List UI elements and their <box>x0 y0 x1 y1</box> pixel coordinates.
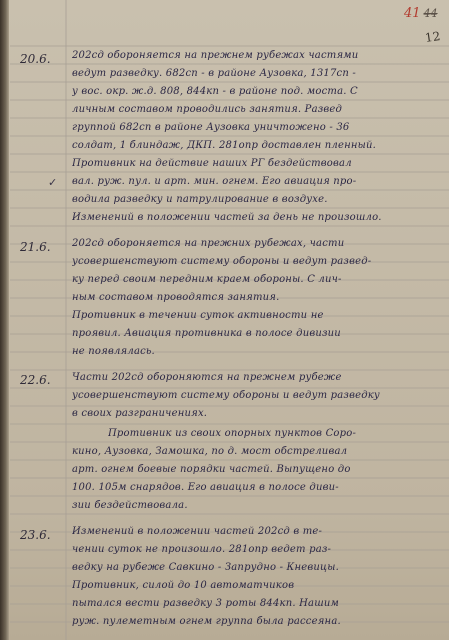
entry-line: ку перед своим передним краем обороны. С лич- <box>72 274 342 285</box>
entry-line: 202сд обороняется на прежних рубежах, части <box>72 238 345 249</box>
entry-line: зии бездействовала. <box>72 500 188 511</box>
entry-line: группой 682сп в районе Аузовка уничтожено - 36 <box>72 122 350 133</box>
entry-line: Части 202сд обороняются на прежнем рубеже <box>72 372 342 383</box>
entry-date: 23.6. <box>20 528 51 542</box>
old-page-number: 44 <box>423 7 438 20</box>
entry-line: кино, Аузовка, Замошка, по д. мост обстреливал <box>72 446 348 457</box>
sheet-mark: 12 <box>424 29 442 45</box>
entry-line: усовершенствуют систему обороны и ведут разведку <box>72 390 380 401</box>
page-number-stamp <box>404 6 438 21</box>
entry-date: 21.6. <box>20 240 51 254</box>
entry-line: усовершенствуют систему обороны и ведут развед- <box>72 256 372 267</box>
entry-line: арт. огнем боевые порядки частей. Выпущено до <box>72 464 351 475</box>
page-number: 41 <box>404 6 421 21</box>
entry-date: 22.6. <box>20 373 51 387</box>
entry-line: личным составом проводились занятия. Развед <box>72 104 343 115</box>
entry-line: Противник из своих опорных пунктов Соро- <box>108 428 357 439</box>
margin-tick-mark: ✓ <box>48 176 58 189</box>
entry-line: водила разведку и патрулирование в воздухе. <box>72 194 328 205</box>
entry-line: ным составом проводятся занятия. <box>72 292 280 303</box>
entry-line: у вос. окр. ж.д. 808, 844кп - в районе под. моста. С <box>72 86 358 97</box>
entry-line: солдат, 1 блиндаж, ДКП. 281опр доставлен пленный. <box>72 140 377 151</box>
entry-line: Противник на действие наших РГ бездействовал <box>72 158 352 169</box>
entry-line: проявил. Авиация противника в полосе дивизии <box>72 328 341 339</box>
entry-line: 100. 105м снарядов. Его авиация в полосе диви- <box>72 482 339 493</box>
entry-line: Противник, силой до 10 автоматчиков <box>72 580 295 591</box>
entry-date: 20.6. <box>20 52 51 66</box>
entry-line: ведку на рубеже Савкино - Запрудно - Кневицы. <box>72 562 339 573</box>
entry-line: Изменений в положении частей 202сд в те- <box>72 526 323 537</box>
entry-line: Противник в течении суток активности не <box>72 310 324 321</box>
entry-line: в своих разграничениях. <box>72 408 208 419</box>
entry-line: 202сд обороняется на прежнем рубежах частями <box>72 50 359 61</box>
entry-line: руж. пулеметным огнем группа была рассеяна. <box>72 616 341 627</box>
entry-line: ведут разведку. 682сп - в районе Аузовка, 1317сп - <box>72 68 356 79</box>
entry-line: вал. руж. пул. и арт. мин. огнем. Его авиация про- <box>72 176 357 187</box>
entry-line: пытался вести разведку 3 роты 844кп. Нашим <box>72 598 339 609</box>
entry-line: чении суток не произошло. 281опр ведет раз- <box>72 544 332 555</box>
entry-line: не появлялась. <box>72 346 155 357</box>
entry-line: Изменений в положении частей за день не произошло. <box>72 212 382 223</box>
